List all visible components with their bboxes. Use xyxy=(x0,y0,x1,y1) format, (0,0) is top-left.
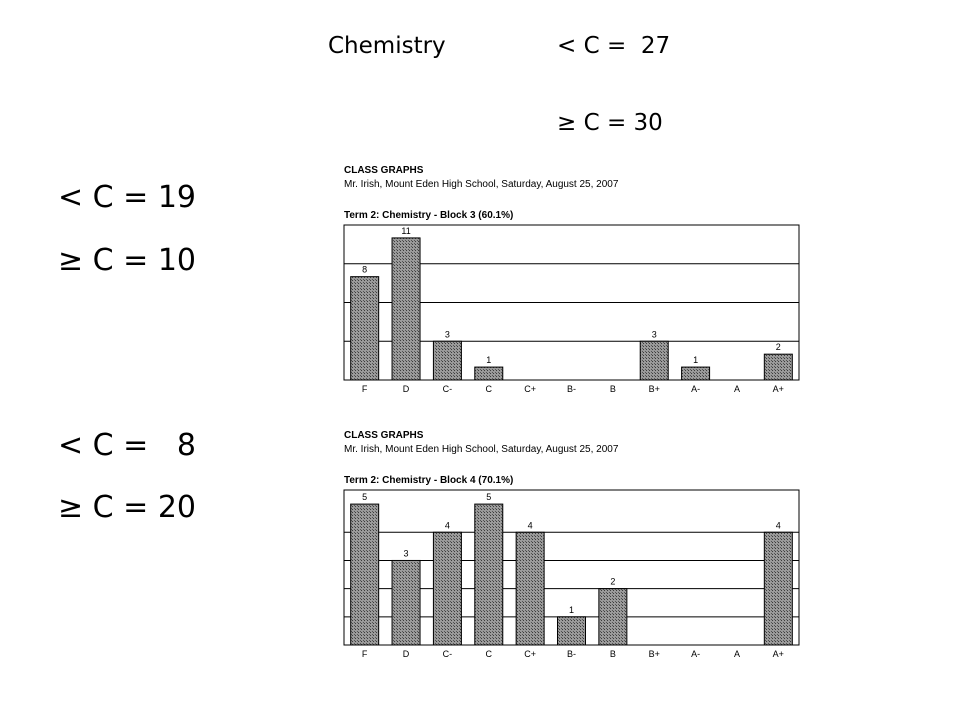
block4-count-c-or-above: ≥ C = 20 xyxy=(58,490,197,525)
bar-A+ xyxy=(764,532,792,645)
tick-label-C-: C- xyxy=(442,384,453,394)
tick-label-D: D xyxy=(402,649,410,659)
chart-header: CLASS GRAPHS xyxy=(344,430,424,441)
data-label-B+: 3 xyxy=(651,329,657,340)
bar-D xyxy=(392,560,420,645)
tick-label-F: F xyxy=(361,384,368,394)
chart-subheader: Mr. Irish, Mount Eden High School, Saturday, August 25, 2007 xyxy=(344,444,619,455)
tick-label-A: A xyxy=(733,649,740,659)
bar-F xyxy=(351,504,379,645)
tick-label-A-: A- xyxy=(691,384,701,394)
tick-label-C-: C- xyxy=(442,649,453,659)
bar-B xyxy=(599,589,627,645)
data-label-A-: 1 xyxy=(693,355,699,366)
tick-label-C: C xyxy=(485,384,493,394)
class-graph-block-4 xyxy=(322,425,804,665)
data-label-B: 2 xyxy=(610,576,616,587)
chart-header: CLASS GRAPHS xyxy=(344,165,424,176)
bar-C xyxy=(475,367,503,380)
tick-label-A+: A+ xyxy=(772,649,784,659)
bar-B+ xyxy=(640,341,668,380)
bar-C- xyxy=(433,532,461,645)
data-label-C: 5 xyxy=(486,492,492,503)
tick-label-F: F xyxy=(361,649,368,659)
tick-label-A: A xyxy=(733,384,740,394)
block4-count-below-c: < C = 8 xyxy=(58,428,196,463)
chart-svg-block-3 xyxy=(322,160,804,400)
slide-title: Chemistry xyxy=(328,33,446,59)
block3-count-c-or-above: ≥ C = 30 xyxy=(557,110,663,136)
data-label-F: 5 xyxy=(362,492,368,503)
chart-title: Term 2: Chemistry - Block 4 (70.1%) xyxy=(344,475,514,486)
bar-B- xyxy=(558,617,586,645)
tick-label-B+: B+ xyxy=(648,649,660,659)
data-label-D: 11 xyxy=(401,225,411,236)
class-graph-block-3 xyxy=(322,160,804,400)
data-label-C-: 3 xyxy=(444,329,450,340)
tick-label-C: C xyxy=(485,649,493,659)
tick-label-A+: A+ xyxy=(772,384,784,394)
tick-label-C+: C+ xyxy=(524,649,537,659)
bar-F xyxy=(351,277,379,380)
data-label-C+: 4 xyxy=(527,520,533,531)
bar-C xyxy=(475,504,503,645)
bar-D xyxy=(392,238,420,380)
data-label-D: 3 xyxy=(403,548,409,559)
tick-label-B+: B+ xyxy=(648,384,660,394)
bar-A+ xyxy=(764,354,792,380)
tick-label-A-: A- xyxy=(691,649,701,659)
chart-title: Term 2: Chemistry - Block 3 (60.1%) xyxy=(344,210,514,221)
data-label-A+: 2 xyxy=(775,342,781,353)
bar-C- xyxy=(433,341,461,380)
tick-label-B-: B- xyxy=(567,384,576,394)
data-label-C: 1 xyxy=(486,355,492,366)
data-label-A+: 4 xyxy=(775,520,781,531)
tick-label-B-: B- xyxy=(567,649,576,659)
block1-count-below-c: < C = 19 xyxy=(58,180,197,215)
data-label-F: 8 xyxy=(362,264,368,275)
chart-svg-block-4 xyxy=(322,425,804,665)
tick-label-B: B xyxy=(609,649,616,659)
data-label-B-: 1 xyxy=(568,604,575,615)
tick-label-B: B xyxy=(609,384,616,394)
tick-label-D: D xyxy=(402,384,410,394)
chart-subheader: Mr. Irish, Mount Eden High School, Saturday, August 25, 2007 xyxy=(344,179,619,190)
tick-label-C+: C+ xyxy=(524,384,537,394)
data-label-C-: 4 xyxy=(444,520,450,531)
bar-C+ xyxy=(516,532,544,645)
block3-count-below-c: < C = 27 xyxy=(557,33,671,59)
block1-count-c-or-above: ≥ C = 10 xyxy=(58,243,197,278)
bar-A- xyxy=(682,367,710,380)
